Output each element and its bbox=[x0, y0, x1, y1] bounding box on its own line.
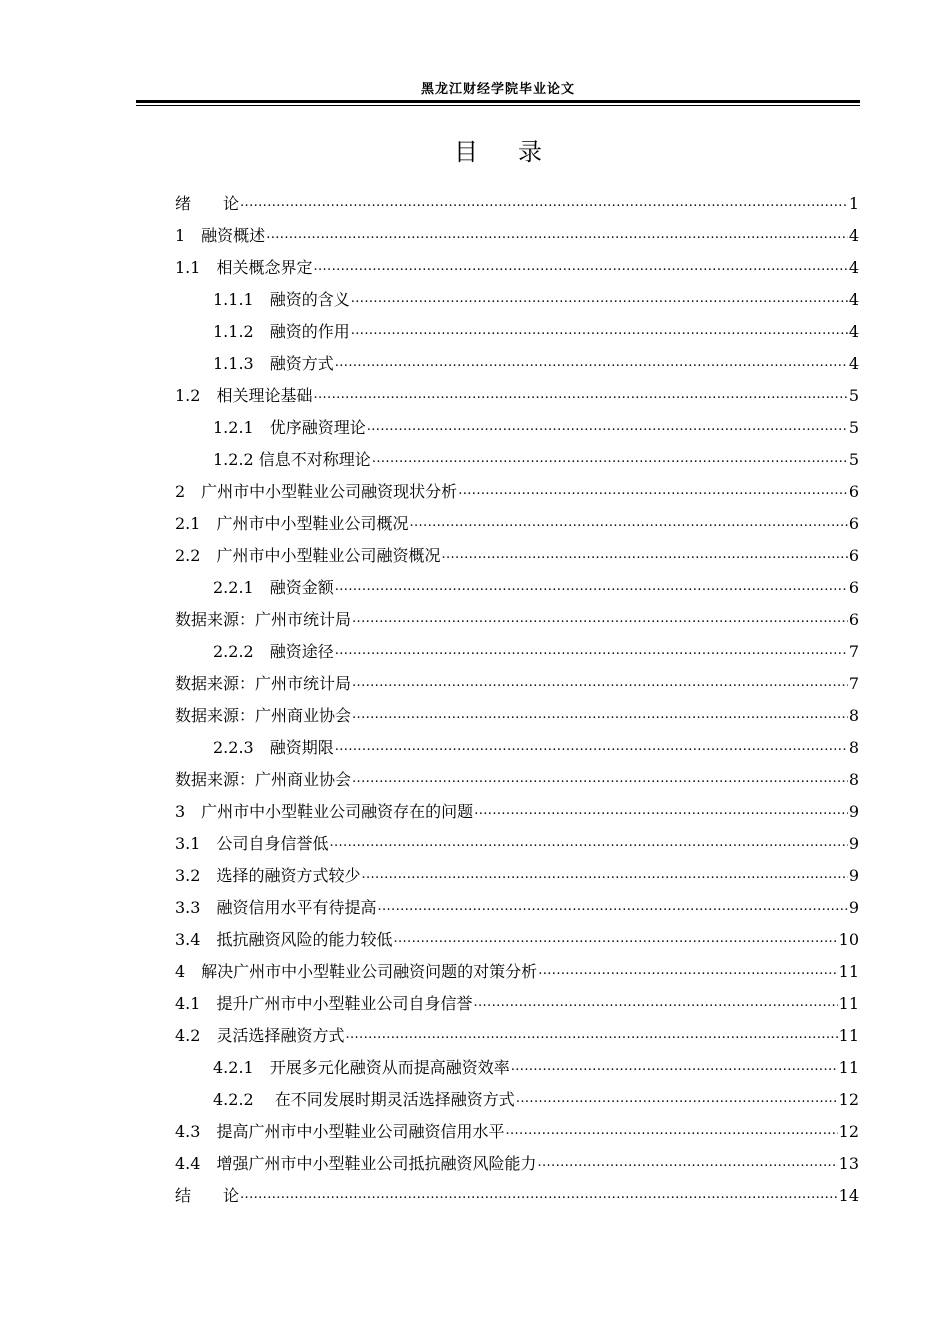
toc-leader-dots bbox=[351, 281, 848, 313]
toc-entry-title: 2.2.3 融资期限 bbox=[213, 738, 334, 757]
toc-leader-dots bbox=[474, 793, 848, 825]
header-rule-thin bbox=[136, 105, 860, 106]
toc-leader-dots bbox=[441, 537, 847, 569]
toc-entry-title: 4.2 灵活选择融资方式 bbox=[175, 1026, 345, 1045]
table-of-contents bbox=[175, 188, 859, 1212]
toc-leader-dots bbox=[313, 249, 847, 281]
toc-entry[interactable] bbox=[175, 636, 859, 668]
toc-leader-dots bbox=[335, 345, 848, 377]
toc-entry[interactable] bbox=[175, 348, 859, 380]
toc-entry[interactable] bbox=[175, 188, 859, 220]
toc-leader-dots bbox=[372, 441, 848, 473]
toc-leader-dots bbox=[505, 1113, 837, 1145]
toc-entry-page: 11 bbox=[838, 994, 859, 1013]
toc-entry-title: 数据来源：广州商业协会 bbox=[175, 706, 352, 725]
toc-entry[interactable] bbox=[175, 668, 859, 700]
toc-entry-title: 4.2.2 在不同发展时期灵活选择融资方式 bbox=[213, 1090, 515, 1109]
toc-entry-page: 5 bbox=[848, 450, 859, 469]
toc-leader-dots bbox=[345, 1017, 837, 1049]
toc-entry-title: 数据来源：广州市统计局 bbox=[175, 610, 352, 629]
toc-entry-page: 8 bbox=[848, 706, 859, 725]
toc-entry[interactable] bbox=[175, 988, 859, 1020]
toc-entry-page: 1 bbox=[848, 194, 859, 213]
toc-entry-title: 1.2.1 优序融资理论 bbox=[213, 418, 366, 437]
toc-entry[interactable] bbox=[175, 1148, 859, 1180]
toc-entry[interactable] bbox=[175, 220, 859, 252]
toc-entry-page: 9 bbox=[848, 834, 859, 853]
toc-leader-dots bbox=[313, 377, 847, 409]
toc-leader-dots bbox=[537, 1145, 837, 1177]
toc-entry[interactable] bbox=[175, 316, 859, 348]
toc-leader-dots bbox=[409, 505, 847, 537]
toc-entry-page: 12 bbox=[838, 1122, 859, 1141]
toc-leader-dots bbox=[458, 473, 848, 505]
toc-entry[interactable] bbox=[175, 252, 859, 284]
toc-leader-dots bbox=[335, 729, 848, 761]
toc-entry-title: 4.2.1 开展多元化融资从而提高融资效率 bbox=[213, 1058, 510, 1077]
toc-title bbox=[136, 132, 860, 167]
toc-entry-title: 1.1.1 融资的含义 bbox=[213, 290, 350, 309]
toc-entry-page: 9 bbox=[848, 898, 859, 917]
toc-entry-title: 结 论 bbox=[175, 1186, 240, 1205]
toc-leader-dots bbox=[335, 569, 848, 601]
toc-entry-title: 1 融资概述 bbox=[175, 226, 266, 245]
toc-entry-page: 6 bbox=[848, 482, 859, 501]
toc-entry[interactable] bbox=[175, 796, 859, 828]
toc-entry-page: 7 bbox=[848, 642, 859, 661]
toc-entry-page: 6 bbox=[848, 546, 859, 565]
toc-entry[interactable] bbox=[175, 284, 859, 316]
toc-entry-page: 11 bbox=[838, 962, 859, 981]
toc-entry-title: 3.2 选择的融资方式较少 bbox=[175, 866, 361, 885]
toc-entry-title: 数据来源：广州商业协会 bbox=[175, 770, 352, 789]
toc-entry-title: 4 解决广州市中小型鞋业公司融资问题的对策分析 bbox=[175, 962, 538, 981]
toc-leader-dots bbox=[240, 1177, 838, 1209]
toc-entry-page: 6 bbox=[848, 610, 859, 629]
toc-entry[interactable] bbox=[175, 892, 859, 924]
toc-leader-dots bbox=[377, 889, 847, 921]
toc-leader-dots bbox=[266, 217, 848, 249]
toc-entry-title: 2.1 广州市中小型鞋业公司概况 bbox=[175, 514, 409, 533]
toc-leader-dots bbox=[473, 985, 837, 1017]
toc-entry[interactable] bbox=[175, 1084, 859, 1116]
toc-entry[interactable] bbox=[175, 860, 859, 892]
toc-entry[interactable] bbox=[175, 1052, 859, 1084]
toc-entry-title: 2.2 广州市中小型鞋业公司融资概况 bbox=[175, 546, 441, 565]
toc-entry-page: 11 bbox=[838, 1026, 859, 1045]
page-header: 黑龙江财经学院毕业论文 bbox=[420, 82, 575, 97]
toc-leader-dots bbox=[352, 665, 848, 697]
toc-leader-dots bbox=[351, 313, 848, 345]
toc-entry-page: 4 bbox=[848, 354, 859, 373]
toc-leader-dots bbox=[240, 185, 848, 217]
toc-leader-dots bbox=[367, 409, 848, 441]
toc-entry-title: 3.4 抵抗融资风险的能力较低 bbox=[175, 930, 393, 949]
toc-title-right: 录 bbox=[518, 138, 542, 166]
toc-entry-page: 10 bbox=[838, 930, 859, 949]
toc-entry[interactable] bbox=[175, 764, 859, 796]
toc-entry[interactable] bbox=[175, 956, 859, 988]
toc-leader-dots bbox=[393, 921, 837, 953]
toc-entry-page: 7 bbox=[848, 674, 859, 693]
toc-leader-dots bbox=[352, 697, 848, 729]
toc-entry-page: 4 bbox=[848, 322, 859, 341]
toc-leader-dots bbox=[352, 761, 848, 793]
toc-entry-title: 4.4 增强广州市中小型鞋业公司抵抗融资风险能力 bbox=[175, 1154, 537, 1173]
toc-entry-title: 3.1 公司自身信誉低 bbox=[175, 834, 329, 853]
toc-entry[interactable] bbox=[175, 700, 859, 732]
toc-entry[interactable] bbox=[175, 444, 859, 476]
toc-entry-page: 4 bbox=[848, 258, 859, 277]
toc-entry[interactable] bbox=[175, 1020, 859, 1052]
toc-entry-title: 1.1.2 融资的作用 bbox=[213, 322, 350, 341]
toc-leader-dots bbox=[329, 825, 847, 857]
toc-entry-page: 8 bbox=[848, 738, 859, 757]
toc-leader-dots bbox=[516, 1081, 838, 1113]
toc-leader-dots bbox=[538, 953, 837, 985]
toc-entry[interactable] bbox=[175, 1180, 859, 1212]
toc-leader-dots bbox=[335, 633, 848, 665]
toc-entry[interactable] bbox=[175, 412, 859, 444]
toc-entry[interactable] bbox=[175, 508, 859, 540]
toc-entry-title: 2 广州市中小型鞋业公司融资现状分析 bbox=[175, 482, 458, 501]
toc-entry-page: 6 bbox=[848, 514, 859, 533]
toc-entry-title: 1.2 相关理论基础 bbox=[175, 386, 313, 405]
toc-entry-page: 6 bbox=[848, 578, 859, 597]
toc-entry-page: 5 bbox=[848, 386, 859, 405]
toc-entry[interactable] bbox=[175, 604, 859, 636]
toc-entry[interactable] bbox=[175, 732, 859, 764]
toc-entry-title: 2.2.2 融资途径 bbox=[213, 642, 334, 661]
toc-entry-title: 3 广州市中小型鞋业公司融资存在的问题 bbox=[175, 802, 474, 821]
toc-entry-page: 12 bbox=[838, 1090, 859, 1109]
toc-entry-page: 9 bbox=[848, 802, 859, 821]
toc-leader-dots bbox=[352, 601, 848, 633]
header-rule-thick bbox=[136, 100, 860, 103]
toc-entry[interactable] bbox=[175, 1116, 859, 1148]
toc-entry-title: 4.1 提升广州市中小型鞋业公司自身信誉 bbox=[175, 994, 473, 1013]
toc-leader-dots bbox=[511, 1049, 838, 1081]
toc-entry[interactable] bbox=[175, 540, 859, 572]
toc-entry-title: 1.1 相关概念界定 bbox=[175, 258, 313, 277]
toc-entry-page: 4 bbox=[848, 226, 859, 245]
toc-entry-title: 2.2.1 融资金额 bbox=[213, 578, 334, 597]
toc-title-left: 目 bbox=[454, 138, 478, 166]
toc-entry-page: 4 bbox=[848, 290, 859, 309]
toc-entry-page: 13 bbox=[838, 1154, 859, 1173]
toc-leader-dots bbox=[361, 857, 847, 889]
toc-entry-title: 绪 论 bbox=[175, 194, 240, 213]
toc-entry-title: 1.1.3 融资方式 bbox=[213, 354, 334, 373]
toc-entry-page: 11 bbox=[838, 1058, 859, 1077]
toc-entry[interactable] bbox=[175, 380, 859, 412]
toc-entry-page: 14 bbox=[838, 1186, 859, 1205]
toc-entry-title: 4.3 提高广州市中小型鞋业公司融资信用水平 bbox=[175, 1122, 505, 1141]
toc-entry-title: 3.3 融资信用水平有待提高 bbox=[175, 898, 377, 917]
toc-entry[interactable] bbox=[175, 924, 859, 956]
toc-entry-page: 9 bbox=[848, 866, 859, 885]
toc-entry-page: 5 bbox=[848, 418, 859, 437]
toc-entry[interactable] bbox=[175, 476, 859, 508]
toc-entry-title: 1.2.2 信息不对称理论 bbox=[213, 450, 371, 469]
toc-entry-title: 数据来源：广州市统计局 bbox=[175, 674, 352, 693]
toc-entry[interactable] bbox=[175, 572, 859, 604]
toc-entry[interactable] bbox=[175, 828, 859, 860]
toc-entry-page: 8 bbox=[848, 770, 859, 789]
